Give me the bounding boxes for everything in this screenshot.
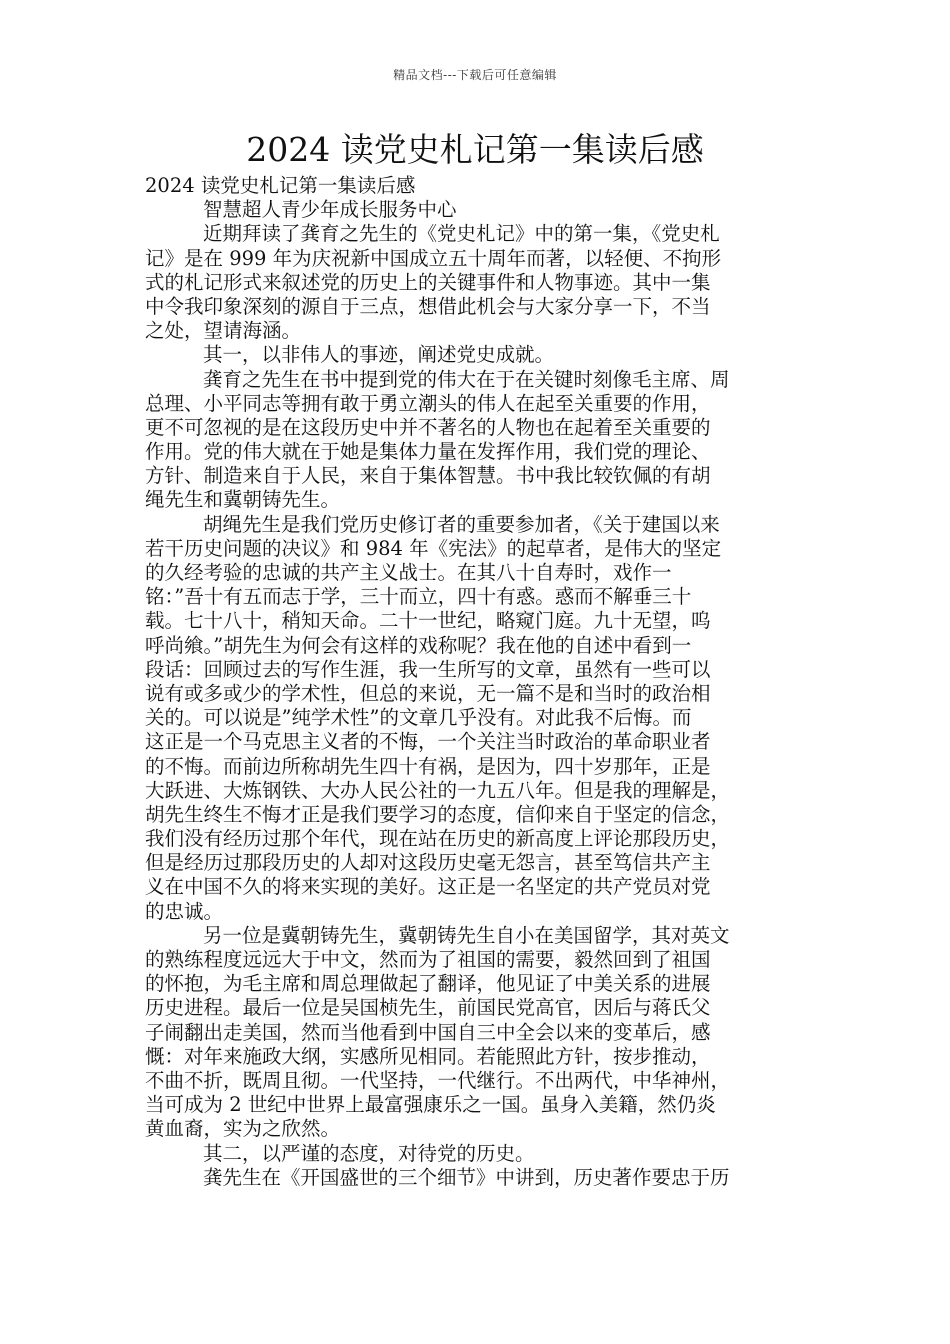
body-line: 记》是在 999 年为庆祝新中国成立五十周年而著，以轻便、不拘形 — [145, 246, 722, 270]
body-line: 中令我印象深刻的源自于三点，想借此机会与大家分享一下，不当 — [145, 294, 711, 318]
body-line: 近期拜读了龚育之先生的《党史札记》中的第一集，《党史札 — [203, 222, 720, 246]
body-line: 我们没有经历过那个年代，现在站在历史的新高度上评论那段历史， — [145, 827, 731, 851]
body-line: 这正是一个马克思主义者的不悔，一个关注当时政治的革命职业者 — [145, 730, 711, 754]
body-line: 子闹翻出走美国，然而当他看到中国自三中全会以来的变革后，感 — [145, 1020, 711, 1044]
body-line: 龚先生在《开国盛世的三个细节》中讲到，历史著作要忠于历 — [203, 1165, 730, 1189]
body-line: 胡先生终生不悔才正是我们要学习的态度，信仰来自于坚定的信念， — [145, 802, 731, 826]
document-title: 2024 读党史札记第一集读后感 — [246, 130, 704, 169]
body-line: 不曲不折，既周且彻。一代坚持，一代继行。不出两代，中华神州， — [145, 1068, 731, 1092]
body-line: 的怀抱，为毛主席和周总理做起了翻译，他见证了中美关系的进展 — [145, 972, 711, 996]
body-line: 历史进程。最后一位是吴国桢先生，前国民党高官，因后与蒋氏父 — [145, 996, 711, 1020]
body-line: 段话：回顾过去的写作生涯，我一生所写的文章，虽然有一些可以 — [145, 657, 711, 681]
body-line: 其二，以严谨的态度，对待党的历史。 — [203, 1141, 535, 1165]
body-line: 之处，望请海涵。 — [145, 319, 302, 343]
document-body — [145, 174, 820, 1190]
body-line: 关的。可以说是”纯学术性”的文章几乎没有。对此我不后悔。而 — [145, 706, 692, 730]
body-line: 绳先生和冀朝铸先生。 — [145, 488, 341, 512]
body-line: 的久经考验的忠诚的共产主义战士。在其八十自寿时，戏作一 — [145, 561, 672, 584]
header-note: 精品文档---下载后可任意编辑 — [393, 68, 557, 82]
body-line: 作用。党的伟大就在于她是集体力量在发挥作用，我们党的理论、 — [145, 440, 711, 464]
body-line: 式的札记形式来叙述党的历史上的关键事件和人物事迹。其中一集 — [145, 270, 711, 294]
body-line: 胡绳先生是我们党历史修订者的重要参加者，《关于建国以来 — [203, 512, 720, 536]
body-line: 铭：”吾十有五而志于学，三十而立，四十有惑。惑而不解垂三十 — [145, 585, 692, 609]
body-line: 其一，以非伟人的事迹，阐述党史成就。 — [203, 343, 555, 367]
body-line: 呼尚飨。”胡先生为何会有这样的戏称呢？我在他的自述中看到一 — [145, 633, 692, 657]
body-line: 总理、小平同志等拥有敢于勇立潮头的伟人在起至关重要的作用， — [145, 391, 711, 415]
body-line: 方针、制造来自于人民，来自于集体智慧。书中我比较钦佩的有胡 — [145, 464, 711, 488]
body-line: 当可成为 2 世纪中世界上最富强康乐之一国。虽身入美籍，然仍炎 — [145, 1093, 716, 1117]
body-line: 更不可忽视的是在这段历史中并不著名的人物也在起着至关重要的 — [145, 415, 711, 439]
body-line: 黄血裔，实为之欣然。 — [145, 1117, 341, 1141]
body-line: 说有或多或少的学术性，但总的来说，无一篇不是和当时的政治相 — [145, 681, 711, 705]
body-line: 大跃进、大炼钢铁、大办人民公社的一九五八年。但是我的理解是， — [145, 778, 731, 802]
body-line: 载。七十八十，稍知天命。二十一世纪，略窥门庭。九十无望，呜 — [145, 609, 711, 633]
body-line: 慨：对年来施政大纲，实感所见相同。若能照此方针，按步推动， — [145, 1044, 711, 1068]
body-line: 但是经历过那段历史的人却对这段历史毫无怨言，甚至笃信共产主 — [145, 851, 711, 875]
body-line: 2024 读党史札记第一集读后感 — [145, 174, 416, 197]
body-line: 龚育之先生在书中提到党的伟大在于在关键时刻像毛主席、周 — [203, 367, 730, 391]
body-line: 若干历史问题的决议》和 984 年《宪法》的起草者，是伟大的坚定 — [145, 536, 722, 560]
body-line: 智慧超人青少年成长服务中心 — [203, 198, 457, 222]
body-line: 的忠诚。 — [145, 899, 224, 923]
body-line: 义在中国不久的将来实现的美好。这正是一名坚定的共产党员对党 — [145, 875, 711, 899]
body-line: 的熟练程度远远大于中文，然而为了祖国的需要，毅然回到了祖国 — [145, 948, 711, 971]
body-line: 的不悔。而前边所称胡先生四十有祸，是因为，四十岁那年，正是 — [145, 754, 711, 778]
body-line: 另一位是冀朝铸先生，冀朝铸先生自小在美国留学，其对英文 — [203, 923, 730, 947]
